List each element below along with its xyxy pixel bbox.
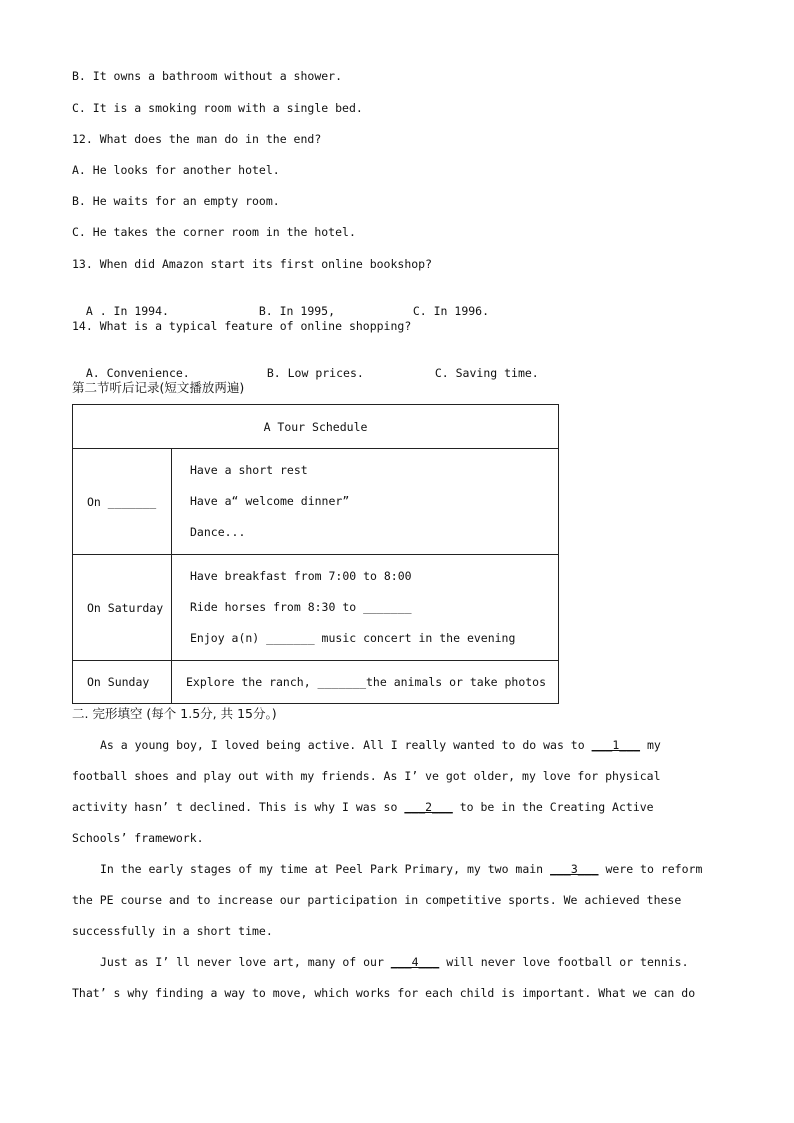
question-line: 13. When did Amazon start its first online bookshop? — [72, 257, 433, 271]
table-title: A Tour Schedule — [73, 405, 559, 449]
activities-cell — [172, 661, 559, 704]
activity-item: Dance... — [190, 525, 246, 539]
blank-2: ___2___ — [404, 800, 453, 814]
text-run: In the early stages of my time at Peel Park Primary, my two main — [100, 862, 551, 876]
question-line: B. It owns a bathroom without a shower. — [72, 69, 343, 83]
question-line: A. He looks for another hotel. — [72, 163, 280, 177]
activity-item: Have breakfast from 7:00 to 8:00 — [190, 569, 412, 583]
paragraph — [72, 947, 712, 1009]
blank-1: ___1___ — [591, 738, 641, 752]
day-cell: On _______ — [73, 449, 172, 555]
question-line: 14. What is a typical feature of online shopping? — [72, 319, 412, 333]
q14-option-c: C. Saving time. — [434, 366, 539, 380]
day-cell: On Sunday — [73, 661, 172, 704]
table-row — [73, 555, 559, 661]
activity-item: Have a short rest — [190, 463, 308, 477]
section-title: 第二节听后记录(短文播放两遍) — [72, 380, 245, 395]
q14-options — [72, 349, 539, 381]
q13-option-a: A . In 1994. — [85, 304, 169, 318]
paragraph — [72, 730, 712, 854]
activity-item: Explore the ranch, _______the animals or take photos — [186, 674, 547, 689]
text-run: will never love football or tennis. That’ s why finding a way to move, which works for each child is important. What we can do — [72, 955, 696, 1000]
blank-4: ___4___ — [390, 955, 440, 969]
text-run: As a young boy, I loved being active. All I really wanted to do was to — [100, 738, 592, 752]
question-line: B. He waits for an empty room. — [72, 194, 280, 208]
cloze-title: 二. 完形填空 (每个 1.5分, 共 15分。) — [72, 706, 277, 721]
day-cell: On Saturday — [73, 555, 172, 661]
q13-option-c: C. In 1996. — [412, 304, 490, 318]
activity-item: Enjoy a(n) _______ music concert in the evening — [190, 631, 516, 645]
table-row — [73, 449, 559, 555]
text-run: Just as I’ ll never love art, many of our — [100, 955, 391, 969]
activity-item: Have a“ welcome dinner” — [190, 494, 350, 508]
activity-item: Ride horses from 8:30 to _______ — [190, 600, 412, 614]
paragraph — [72, 854, 712, 947]
text-run: to be in the Creating Active Schools’ framework. — [72, 800, 654, 845]
q13-option-b: B. In 1995, — [258, 304, 336, 318]
activities-cell — [172, 449, 559, 555]
text-run: my football shoes and play out with my friends. As I’ ve got older, my love for physical activity hasn’ t declined. This is why I was so — [72, 738, 661, 814]
tour-schedule-table — [72, 404, 559, 704]
q14-option-b: B. Low prices. — [266, 366, 364, 380]
activities-cell — [172, 555, 559, 661]
cloze-passage — [72, 730, 712, 1009]
blank-3: ___3___ — [550, 862, 599, 876]
question-line: C. It is a smoking room with a single bed. — [72, 101, 363, 115]
question-line: C. He takes the corner room in the hotel. — [72, 225, 356, 239]
q14-option-a: A. Convenience. — [85, 366, 190, 380]
table-row — [73, 661, 559, 704]
question-line: 12. What does the man do in the end? — [72, 132, 322, 146]
text-run: were to reform the PE course and to increase our participation in competitive sports. We achieved these successfully in a short time. — [72, 862, 703, 938]
q13-options — [72, 287, 489, 319]
